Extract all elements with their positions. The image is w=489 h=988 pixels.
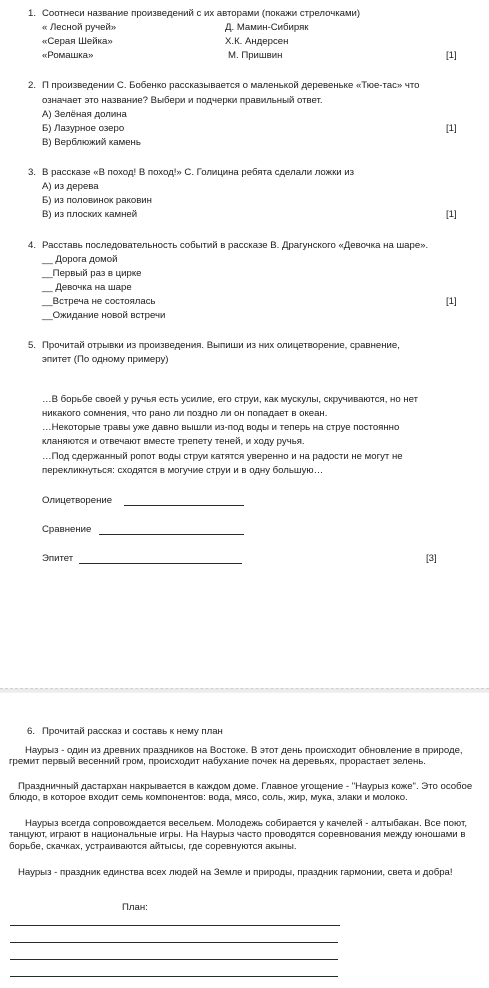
task-3-question: В рассказе «В поход! В поход!» С. Голицина ребята сделали ложки из (42, 167, 355, 178)
task-6-question: Прочитай рассказ и составь к нему план (42, 726, 223, 737)
task-5-question-line-2: эпитет (По одному примеру) (42, 354, 169, 365)
task-6-plan-label: План: (122, 902, 148, 913)
task-2-mark: [1] (446, 123, 457, 134)
task-5-label-personification: Олицетворение (42, 495, 113, 506)
task-2-option-b: Б) Лазурное озеро (42, 123, 125, 134)
task-5-label-comparison: Сравнение (42, 524, 92, 535)
task-5-passage-line-4: кланяются и отвечают вместе трепету теней, и ходу ручья. (42, 436, 305, 447)
task-6-paragraph-3: Наурыз всегда сопровождается весельем. Молодежь собирается у качелей - алтыбакан. Все поют, танцуют, играют в национальные игры. На Наурыз часто проводятся соревнования между юношами в борьбе, скачках, устраиваются айтысы, где соревнуются акыны. (9, 818, 467, 852)
task-5-mark: [3] (426, 553, 437, 564)
task-5-question-line-1: Прочитай отрывки из произведения. Выпиши из них олицетворение, сравнение, (42, 340, 400, 351)
task-3-number: 3. (28, 167, 37, 178)
task-1-work-1: « Лесной ручей» (42, 22, 117, 33)
task-5-passage-line-5: …Под сдержанный ропот воды струи катятся уверенно и на радости не могут не (42, 451, 403, 462)
task-1-author-2: Х.К. Андерсен (225, 36, 289, 47)
task-2-option-a: А) Зелёная долина (42, 109, 127, 120)
task-3-option-a: А) из дерева (42, 181, 99, 192)
task-4-item-3: __ Девочка на шаре (42, 282, 132, 293)
task-6-number: 6. (27, 726, 36, 737)
task-6-plan-line-1[interactable] (10, 925, 340, 926)
task-1-work-3: «Ромашка» (42, 50, 94, 61)
task-4-item-4: __Встреча не состоялась (42, 296, 156, 307)
task-2-question-line-2: означает это название? Выбери и подчерки правильный ответ. (42, 95, 323, 106)
task-5-passage-line-6: перекликнуться: сходятся в могучие струи и в одну большую… (42, 465, 324, 476)
task-6-plan-line-2[interactable] (10, 942, 338, 943)
task-4-item-1: __ Дорога домой (42, 254, 118, 265)
task-3-option-b: Б) из половинок раковин (42, 195, 152, 206)
task-2-question-line-1: П произведении С. Бобенко рассказывается о маленькой деревеньке «Тюе-тас» что (42, 80, 420, 91)
task-6-plan-line-3[interactable] (10, 959, 338, 960)
task-6-paragraph-1: Наурыз - один из древних праздников на Востоке. В этот день происходит обновление в природе, гремит первый весенний гром, происходит набухание почек на деревьях, прорастает зелень. (9, 745, 463, 768)
task-1-mark: [1] (446, 50, 457, 61)
task-1-number: 1. (28, 8, 37, 19)
task-6-paragraph-4: Наурыз - праздник единства всех людей на Земле и природы, праздник гармонии, света и добра! (18, 867, 453, 878)
task-4-item-5: __Ожидание новой встречи (42, 310, 166, 321)
task-1-work-2: «Серая Шейка» (42, 36, 113, 47)
task-1-author-1: Д. Мамин-Сибиряк (225, 22, 309, 33)
task-5-passage-line-3: …Некоторые травы уже давно вышли из-под воды и теперь на струе постоянно (42, 422, 400, 433)
task-4-mark: [1] (446, 296, 457, 307)
task-3-mark: [1] (446, 209, 457, 220)
task-3-option-c: В) из плоских камней (42, 209, 138, 220)
task-1-question: Соотнеси название произведений с их авторами (покажи стрелочками) (42, 8, 361, 19)
task-6-plan-line-4[interactable] (10, 976, 338, 977)
task-2-number: 2. (28, 80, 37, 91)
task-5-answer-line-comparison[interactable] (99, 534, 244, 535)
task-2-option-c: В) Верблюжий камень (42, 137, 141, 148)
task-5-passage-line-2: никакого сомнения, что рано ли поздно ли он попадает в океан. (42, 408, 328, 419)
task-5-answer-line-personification[interactable] (124, 505, 244, 506)
task-5-answer-line-epithet[interactable] (79, 563, 242, 564)
task-1-author-3: М. Пришвин (228, 50, 283, 61)
task-4-number: 4. (28, 240, 37, 251)
task-4-item-2: __Первый раз в цирке (42, 268, 142, 279)
task-4-question: Расставь последовательность событий в рассказе В. Драгунского «Девочка на шаре». (42, 240, 429, 251)
worksheet-page-2 (0, 693, 489, 988)
task-5-number: 5. (28, 340, 37, 351)
task-5-label-epithet: Эпитет (42, 553, 74, 564)
task-6-paragraph-2: Праздничный дастархан накрывается в каждом доме. Главное угощение - "Наурыз коже". Это особое блюдо, в которое входит семь компонентов: вода, мясо, соль, жир, мука, злаки и молоко. (9, 781, 473, 804)
task-5-passage-line-1: …В борьбе своей у ручья есть усилие, его струи, как мускулы, скручиваются, но нет (42, 394, 419, 405)
